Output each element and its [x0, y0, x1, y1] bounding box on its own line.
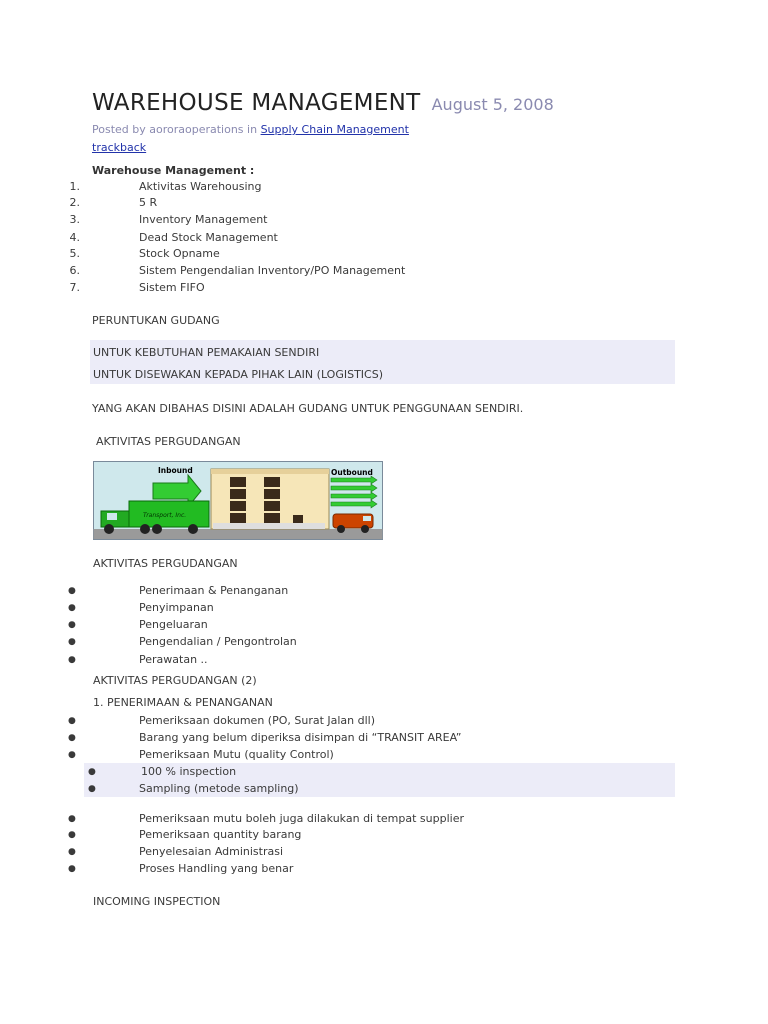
list-number: 7. [69, 281, 80, 294]
page-title: WAREHOUSE MANAGEMENT [92, 90, 421, 116]
list-number: 1. [69, 180, 80, 193]
list-number: 3. [69, 213, 80, 226]
bullet-icon: ● [88, 767, 96, 777]
list-number: 5. [69, 247, 80, 260]
list-item: Penyelesaian Administrasi [139, 845, 284, 858]
post-header [92, 90, 554, 116]
list-item: Stock Opname [139, 247, 220, 260]
bullet-icon: ● [68, 637, 76, 647]
list-item: Pemeriksaan mutu boleh juga dilakukan di tempat supplier [139, 812, 464, 825]
list-item: Proses Handling yang benar [139, 862, 294, 875]
post-date: August 5, 2008 [431, 95, 554, 114]
list-number: 6. [69, 264, 80, 277]
trackback-link[interactable]: trackback [92, 141, 147, 154]
nested-item: Sampling (metode sampling) [139, 782, 299, 795]
outbound-label: Outbound [331, 468, 373, 477]
list-item: Inventory Management [139, 213, 268, 226]
list-number: 2. [69, 196, 80, 209]
bullet-icon: ● [68, 716, 76, 726]
post-meta [92, 123, 409, 136]
list-item: Pengeluaran [139, 618, 208, 631]
bullet-icon: ● [68, 830, 76, 840]
nested-item: 100 % inspection [141, 765, 237, 778]
bullet-icon: ● [68, 733, 76, 743]
intro-heading: Warehouse Management : [92, 164, 255, 177]
bullet-icon: ● [68, 655, 76, 665]
bullet-icon: ● [68, 586, 76, 596]
list-number: 4. [69, 231, 80, 244]
note-text: YANG AKAN DIBAHAS DISINI ADALAH GUDANG UNTUK PENGGUNAAN SENDIRI. [92, 402, 524, 415]
section-heading: PERUNTUKAN GUDANG [92, 314, 220, 327]
section-heading: AKTIVITAS PERGUDANGAN [93, 557, 238, 570]
list-item: Pengendalian / Pengontrolan [139, 635, 297, 648]
table-row: UNTUK KEBUTUHAN PEMAKAIAN SENDIRI [93, 346, 320, 359]
list-item: Penerimaan & Penanganan [139, 584, 289, 597]
list-item: Penyimpanan [139, 601, 214, 614]
section-heading: AKTIVITAS PERGUDANGAN [96, 435, 241, 448]
warehouse-diagram [93, 461, 383, 540]
list-item: Pemeriksaan quantity barang [139, 828, 302, 841]
list-item: 5 R [139, 196, 158, 209]
section-heading: AKTIVITAS PERGUDANGAN (2) [93, 674, 257, 687]
list-item: Sistem Pengendalian Inventory/PO Management [139, 264, 406, 277]
list-item: Aktivitas Warehousing [139, 180, 262, 193]
bullet-icon: ● [68, 603, 76, 613]
bullet-icon: ● [68, 847, 76, 857]
table-row: UNTUK DISEWAKAN KEPADA PIHAK LAIN (LOGISTICS) [93, 368, 384, 381]
list-item: Pemeriksaan dokumen (PO, Surat Jalan dll) [139, 714, 376, 727]
list-item: Pemeriksaan Mutu (quality Control) [139, 748, 334, 761]
category-link[interactable]: Supply Chain Management [260, 123, 409, 136]
list-item: Perawatan .. [139, 653, 208, 666]
posted-by: Posted by aororaoperations in [92, 123, 258, 136]
sub-heading: 1. PENERIMAAN & PENANGANAN [93, 696, 273, 709]
section-heading: INCOMING INSPECTION [93, 895, 221, 908]
truck-label: Transport, Inc. [143, 512, 187, 519]
bullet-icon: ● [68, 750, 76, 760]
bullet-icon: ● [88, 784, 96, 794]
list-item: Barang yang belum diperiksa disimpan di “TRANSIT AREA” [139, 731, 462, 744]
list-item: Sistem FIFO [139, 281, 205, 294]
bullet-icon: ● [68, 620, 76, 630]
list-item: Dead Stock Management [139, 231, 278, 244]
bullet-icon: ● [68, 814, 76, 824]
inbound-label: Inbound [158, 466, 193, 475]
bullet-icon: ● [68, 864, 76, 874]
